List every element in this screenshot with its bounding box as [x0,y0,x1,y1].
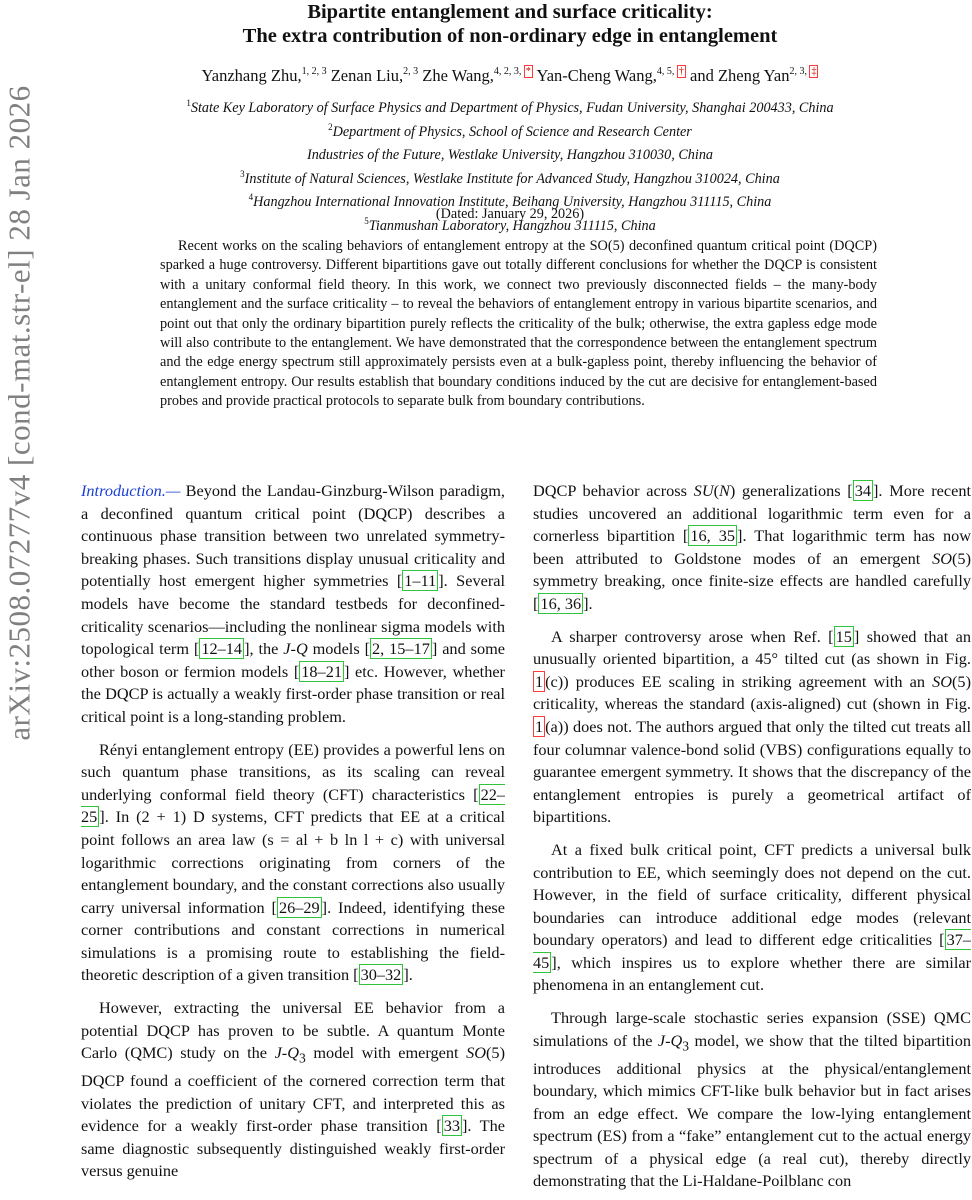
citation-link[interactable]: 37–45 [533,930,971,972]
citation-link[interactable]: 34 [854,481,872,500]
author: Yanzhang Zhu,$^{1, 2, 3}$ [201,66,327,85]
citation-link[interactable]: 22–25 [81,784,505,827]
paragraph: Introduction.— Beyond the Landau-Ginzburg-Wilson paradigm, a deconfined quantum critical point (DQCP) describes a continuous phase transition between two unrelated symmetry-breaking phases. Such transitions display unusual criticality and potentially host emergent higher symmetries [ 1–11 ]. Several models have become the standard testbeds for deconfined-criticality scenarios—including the nonlinear sigma models with topological term [ 12–14 ], the J-Q models [ 2, 15–17 ] and some other boson or fermion models [ 18–21 ] etc. However, whether the DQCP is actually a weakly first-order phase transition or real critical point is a long-standing problem. [81,481,505,726]
section-label: Introduction.— [81,481,181,500]
arxiv-stamp [2,85,37,741]
footnote-link[interactable]: ‡ [811,66,817,77]
paragraph: DQCP behavior across SU(N) generalizations [ 34 ]. More recent studies uncovered an additional logarithmic term even for a cornerless bipartition [ 16, 35 ]. That logarithmic term has now been attributed to Goldstone modes of an emergent SO(5) symmetry breaking, once finite-size effects are handled carefully [ 16, 36 ]. [533,481,971,613]
affiliation: $^4$Hangzhou International Innovation Institute, Beihang University, Hangzhou 311115, China [248,192,772,210]
paragraph: Rényi entanglement entropy (EE) provides a powerful lens on such quantum phase transitions, as its scaling can reveal underlying conformal field theory (CFT) characteristics [ 22–25 ]. In (2 + 1) D systems, CFT predicts that EE at a critical point follows an area law (s = al + b ln l + c) with universal logarithmic corrections originating from corners of the entanglement boundary, and the constant corrections also usually carry universal information [ 26–29 ]. Indeed, identifying these corner contributions and constant corrections in numerical simulations is a promising route to establishing the field-theoretic description of a given transition [ 30–32 ]. [81,739,505,985]
citation-link[interactable]: 26–29 [278,897,320,917]
author: and Zheng Yan$^{2, 3, \ddagger}$ [690,66,817,85]
author: Yan-Cheng Wang,$^{4, 5, \dagger}$ [536,66,684,85]
paragraph: However, extracting the universal EE behavior from a potential DQCP has proven to be subtle. A quantum Monte Carlo (QMC) study on the $J-Q_3$ model with emergent SO(5) DQCP found a coefficient of the cornered correction term that violates the prediction of unitary CFT, and interpreted this as evidence for a weakly first-order phase transition [ 33 ]. The same diagnostic subsequently distinguished weakly first-order versus genuine [81,998,505,1181]
date-line: (Dated: January 29, 2026) [435,206,585,222]
title-line-1: Bipartite entanglement and surface criticality: [307,1,713,23]
citation-link[interactable]: 30–32 [360,965,402,985]
paragraph: Through large-scale stochastic series expansion (SSE) QMC simulations of the $J-Q_3$ model, we show that the tilted bipartition introduces additional physics at the physical/entanglement boundary, which mimics CFT-like bulk behavior but in fact arises from an edge effect. We compare the low-lying entanglement spectrum (ES) from a “fake” entanglement cut to the actual energy spectrum of a physical edge (a real cut), thereby directly demonstrating that the Li-Haldane-Poilblanc con [533,1008,971,1191]
author: Zhe Wang,$^{4, 2, 3, *}$ [422,66,531,85]
affiliation: $^1$State Key Laboratory of Surface Physics and Department of Physics, Fudan University, Shanghai 200433, China [186,98,834,116]
citation-link[interactable]: 15 [835,626,852,646]
footnote-link[interactable]: * [525,66,531,77]
arxiv-stamp-text: arXiv:2508.07277v4 [cond-mat.str-el] 28 Jan 2026 [2,85,37,741]
abstract: Recent works on the scaling behaviors of entanglement entropy at the SO(5) deconfined quantum critical point (DQCP) sparked a huge controversy. Different bipartitions gave out totally different conclusions for whether the DQCP is consistent with a unitary conformal field theory. In this work, we connect two previously disconnected fields – the many-body entanglement and the surface criticality – to reveal the behaviors of entanglement entropy in various bipartite scenarios, and point out that only the ordinary bipartition purely reflects the criticality of the bulk; otherwise, the extra gapless edge mode will also contribute to the entanglement. We have demonstrated that the correspondence between the entanglement spectrum and the edge energy spectrum still approximately persists even at a bulk-gapless point, thereby influencing the behavior of entanglement entropy. Our results establish that boundary conditions induced by the cut are decisive for entanglement-based probes and provide practical protocols to separate bulk from boundary contributions. [160,238,877,410]
affiliation: $^2$Department of Physics, School of Science and Research Center [328,121,692,140]
figure-link[interactable]: 1 [535,671,544,691]
author-list [60,66,960,86]
citation-link[interactable]: 1–11 [404,571,437,591]
citation-link[interactable]: 16, 36 [540,593,582,613]
citation-link[interactable]: 16, 35 [690,526,736,546]
paragraph: At a fixed bulk critical point, CFT predicts a universal bulk contribution to EE, which seemingly does not depend on the cut. However, in the field of surface criticality, different physical boundaries can introduce additional edge modes (relevant boundary operators) and lead to different edge criticalities [ 37–45 ], which inspires us to explore whether there are similar phenomena in an entanglement cut. [533,839,971,995]
author: Zenan Liu,$^{2, 3}$ [330,66,419,85]
title-line-2: The extra contribution of non-ordinary edge in entanglement [242,25,778,47]
citation-link[interactable]: 2, 15–17 [372,639,430,659]
affiliation: $^5$Tianmushan Laboratory, Hangzhou 311115, China [364,215,656,234]
citation-link[interactable]: 18–21 [301,661,342,681]
citation-link[interactable]: 12–14 [201,639,243,659]
footnote-link[interactable]: † [678,66,684,77]
affiliation: $^3$Institute of Natural Sciences, Westlake Institute for Advanced Study, Hangzhou 310024, China [240,168,780,187]
paper-title [60,0,960,48]
affiliation: Industries of the Future, Westlake University, Hangzhou 310030, China [306,147,714,163]
left-column [81,480,505,1200]
paragraph: A sharper controversy arose when Ref. [ 15 ] showed that an unusually oriented bipartition, a 45° tilted cut (as shown in Fig. 1 (c)) produces EE scaling in striking agreement with an SO(5) criticality, whereas the standard (axis-aligned) cut (shown in Fig. 1 (a)) does not. The authors argued that only the tilted cut treats all four columnar valence-bond solid (VBS) configurations equally to guarantee emergent symmetry. It shows that the discrepancy of the entanglement entropies is purely a geometrical artifact of bipartitions. [533,626,971,827]
citation-link[interactable]: 33 [443,1116,460,1136]
figure-link[interactable]: 1 [535,716,544,736]
right-column [533,480,971,1200]
